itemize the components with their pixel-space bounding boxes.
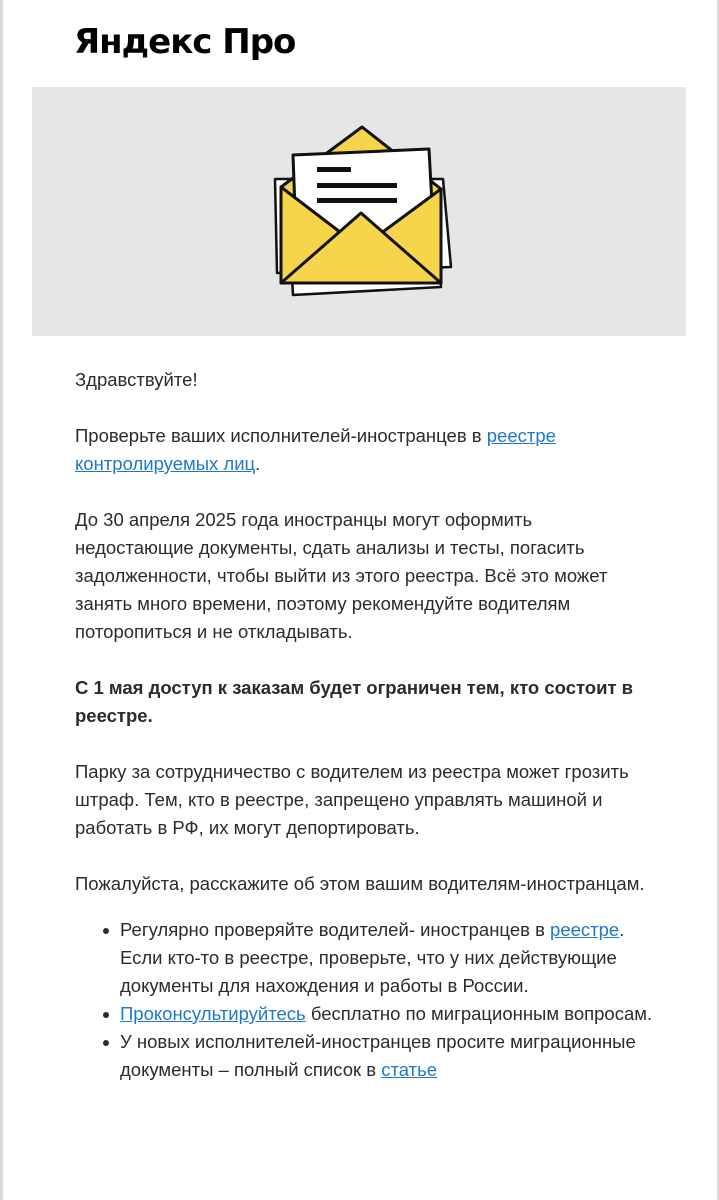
registry-link[interactable]: реестре контролируемых лиц <box>75 425 556 474</box>
list-item: У новых исполнителей-иностранцев просите миграционные документы – полный список в статье <box>103 1028 655 1084</box>
list-item: Проконсультируйтесь бесплатно по миграционным вопросам. <box>103 1000 655 1028</box>
registry-link-bullet[interactable]: реестре <box>550 919 620 940</box>
email-banner <box>32 87 686 336</box>
consult-link[interactable]: Проконсультируйтесь <box>120 1003 306 1024</box>
email-body <box>75 366 655 1084</box>
paragraph-penalty: Парку за сотрудничество с водителем из реестра может грозить штраф. Тем, кто в реестре, запрещено управлять машиной и работать в РФ, их могут депортировать. <box>75 761 629 838</box>
paragraph-deadline: До 30 апреля 2025 года иностранцы могут оформить недостающие документы, сдать анализы и тесты, погасить задолженности, чтобы выйти из этого реестра. Всё это может занять много времени, поэтому рекомендуйте водителям поторопиться и не откладывать. <box>75 509 608 642</box>
greeting: Здравствуйте! <box>75 369 198 390</box>
article-link[interactable]: статье <box>381 1059 438 1080</box>
frame-left-edge <box>0 0 3 1200</box>
recommendation-list <box>103 916 655 1084</box>
paragraph-check-registry: Проверьте ваших исполнителей-иностранцев в реестре контролируемых лиц. <box>75 425 556 474</box>
brand-logo: Яндекс Про <box>74 22 296 62</box>
list-item: Регулярно проверяйте водителей- иностранцев в реестре. Если кто-то в реестре, проверьте, что у них действующие документы для нахождения и работы в России. <box>103 916 655 1000</box>
envelope-with-letter-icon <box>265 117 455 307</box>
paragraph-please-tell: Пожалуйста, расскажите об этом вашим водителям-иностранцам. <box>75 873 645 894</box>
paragraph-access-limit: С 1 мая доступ к заказам будет ограничен тем, кто состоит в реестре. <box>75 677 634 726</box>
